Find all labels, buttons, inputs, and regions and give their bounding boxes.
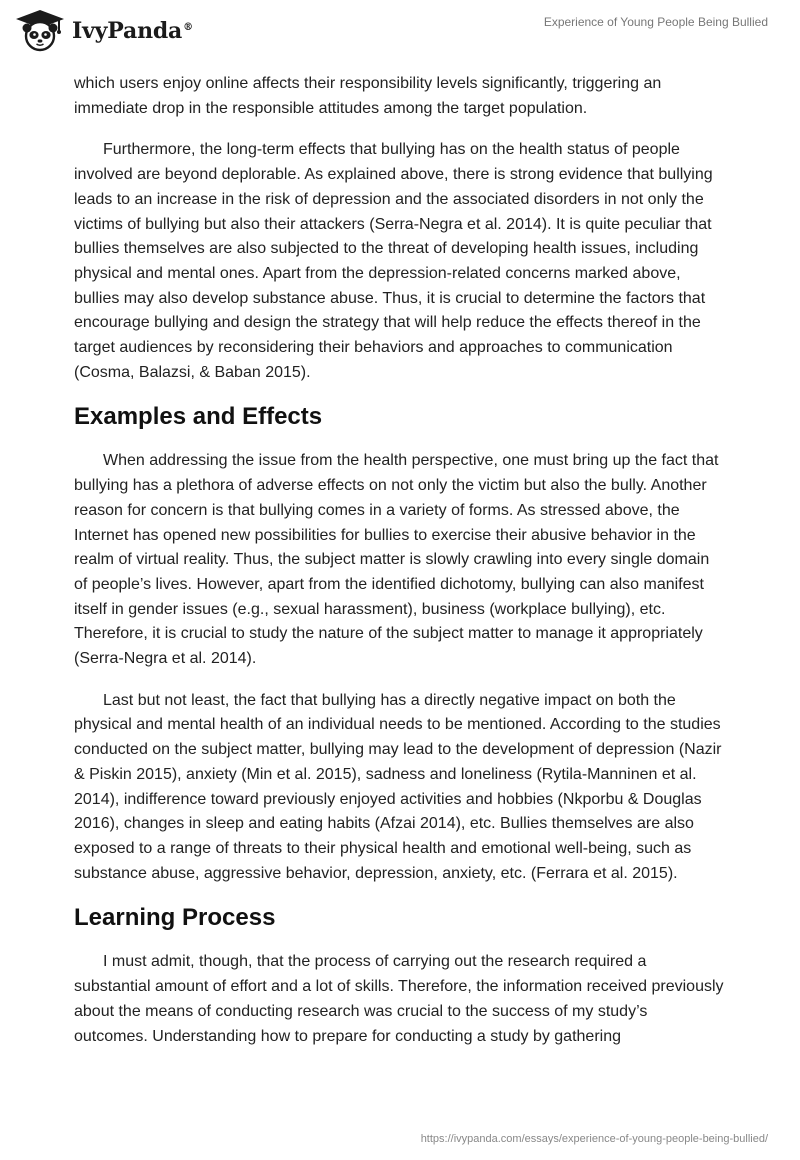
- brand-name: IvyPanda®: [72, 18, 193, 44]
- essay-body: [74, 72, 724, 1066]
- paragraph: Last but not least, the fact that bullying has a directly negative impact on both the physical and mental health of an individual needs to be mentioned. According to the studies conducted on the subject matter, bullying may lead to the development of depression (Nazir & Piskin 2015), anxiety (Min et al. 2015), sadness and loneliness (Rytila-Manninen et al. 2014), indifference toward previously enjoyed activities and hobbies (Nkporbu & Douglas 2016), changes in sleep and eating habits (Afzai 2014), etc. Bullies themselves are also exposed to a range of threats to their physical health and emotional well-being, such as substance abuse, aggressive behavior, depression, anxiety, etc. (Ferrara et al. 2015).: [74, 691, 722, 882]
- source-url-link[interactable]: https://ivypanda.com/essays/experience-of-young-people-being-bullied/: [420, 1133, 768, 1145]
- page-header: [0, 0, 800, 62]
- paragraph: which users enjoy online affects their responsibility levels significantly, triggering an immediate drop in the responsible attitudes among the target population.: [74, 75, 662, 117]
- panda-graduate-icon: [14, 8, 66, 52]
- paragraph: Furthermore, the long-term effects that bullying has on the health status of people involved are beyond deplorable. As explained above, there is strong evidence that bullying leads to an increase in the risk of depression and the associated disorders in not only the victims of bullying but also their attackers (Serra-Negra et al. 2014). It is quite peculiar that bullies themselves are also subjected to the threat of developing health issues, including physical and mental ones. Apart from the depression-related concerns marked above, bullies may also develop substance abuse. Thus, it is crucial to determine the factors that encourage bullying and design the strategy that will help reduce the effects thereof in the target audiences by reconsidering their behaviors and approaches to communication (Cosma, Balazsi, & Baban 2015).: [74, 141, 713, 381]
- registered-mark: ®: [183, 21, 193, 33]
- paragraph: I must admit, though, that the process of carrying out the research required a substantial amount of effort and a lot of skills. Therefore, the information received previously about the means of conducting research was crucial to the success of my study’s outcomes. Understanding how to prepare for conducting a study by gathering: [74, 953, 724, 1045]
- brand-logo[interactable]: [14, 8, 193, 52]
- document-title: Experience of Young People Being Bullied: [543, 15, 768, 29]
- section-heading: Examples and Effects: [74, 403, 323, 431]
- paragraph: When addressing the issue from the health perspective, one must bring up the fact that bullying has a plethora of adverse effects on not only the victim but also the bully. Another reason for concern is that bullying comes in a variety of forms. As stressed above, the Internet has opened new possibilities for bullies to exercise their abusive behavior in the realm of virtual reality. Thus, the subject matter is slowly crawling into every single domain of people’s lives. However, apart from the identified dichotomy, bullying can also manifest itself in gender issues (e.g., sexual harassment), business (workplace bullying), etc. Therefore, it is crucial to study the nature of the subject matter to manage it appropriately (Serra-Negra et al. 2014).: [74, 452, 719, 668]
- section-heading: Learning Process: [74, 904, 276, 932]
